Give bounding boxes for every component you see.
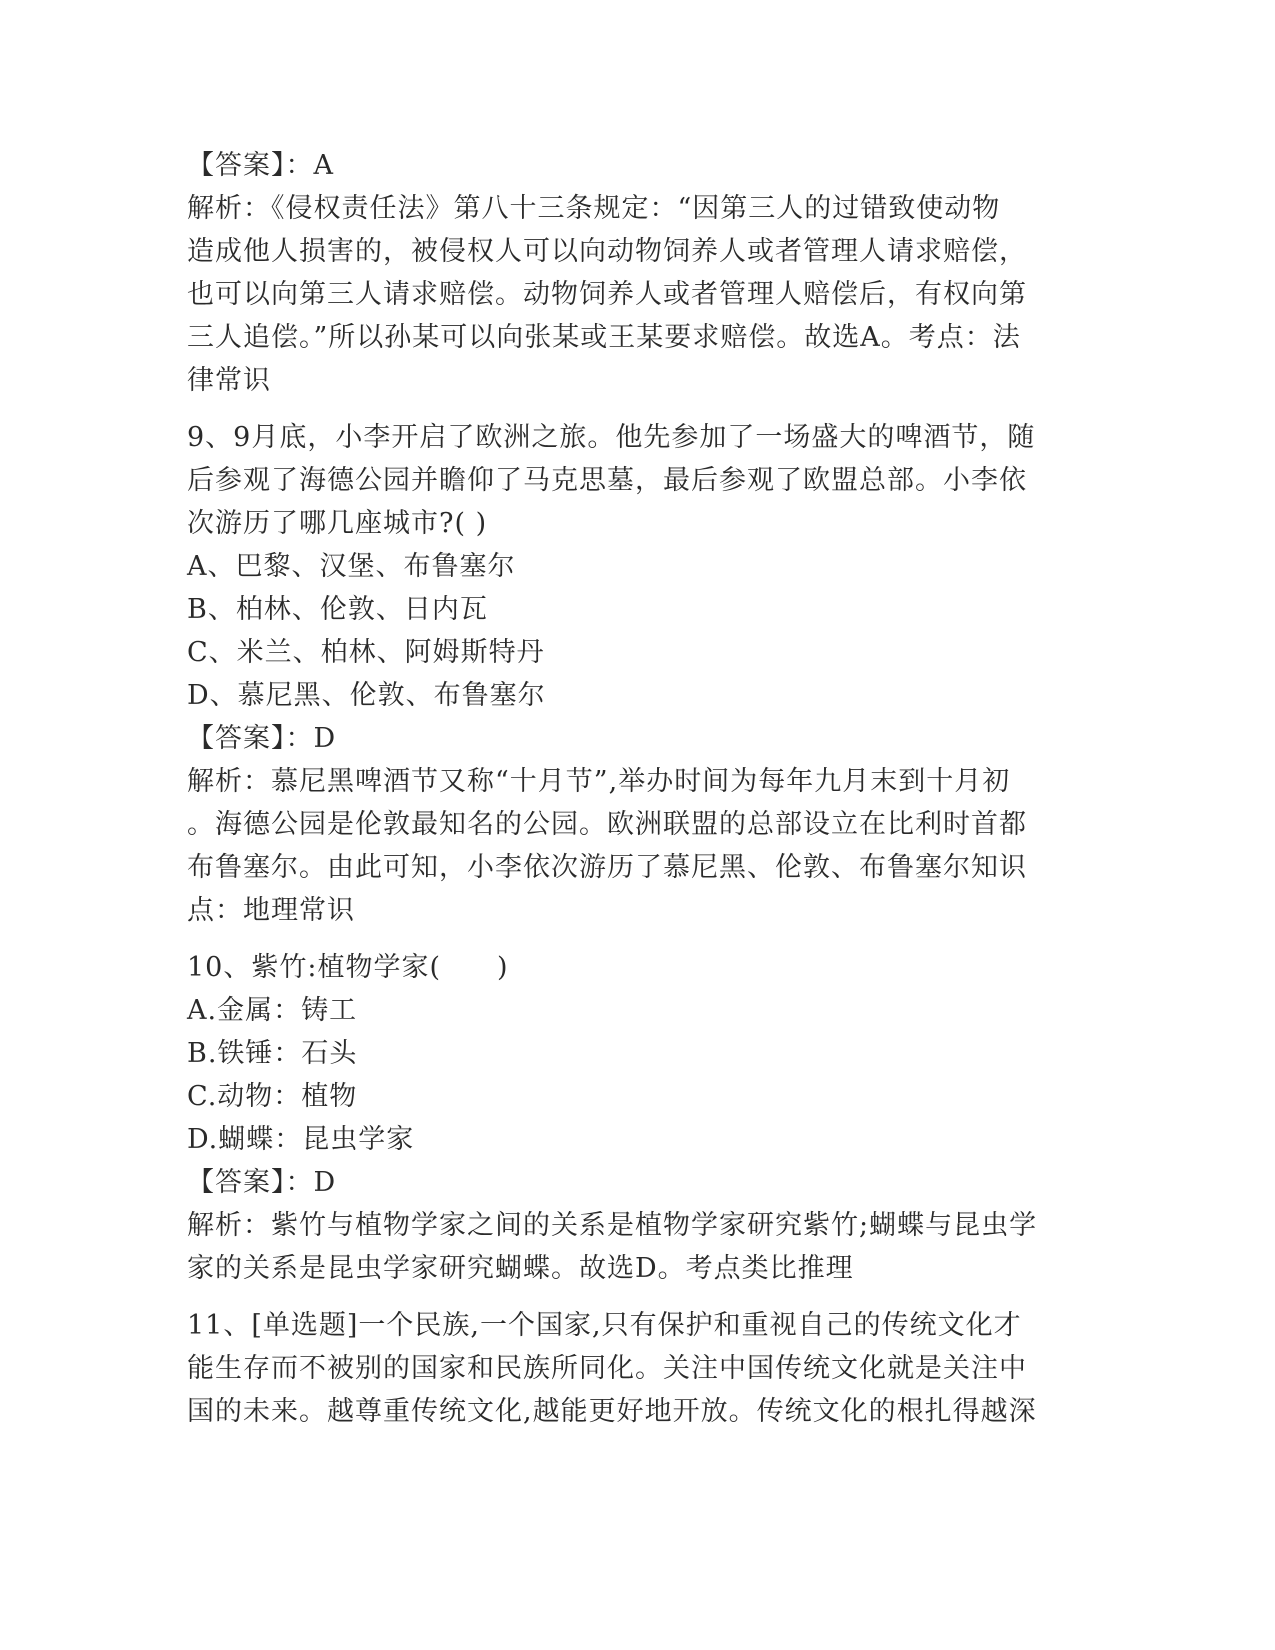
question-stem-line: 11、[单选题]一个民族,一个国家,只有保护和重视自己的传统文化才 xyxy=(187,1310,1022,1341)
answer-label: 【答案】：D xyxy=(187,723,337,754)
question-11 xyxy=(187,1304,1087,1433)
analysis-line: 解析：《侵权责任法》第八十三条规定：“因第三人的过错致使动物 xyxy=(187,193,1001,224)
analysis-line: 点：地理常识 xyxy=(187,895,355,926)
option-c: C、米兰、柏林、阿姆斯特丹 xyxy=(187,637,545,668)
answer-block-8 xyxy=(187,144,1087,402)
analysis-line: 也可以向第三人请求赔偿。动物饲养人或者管理人赔偿后，有权向第 xyxy=(187,279,1027,310)
question-stem-line: 10、紫竹:植物学家( ) xyxy=(187,952,509,983)
analysis-line: 布鲁塞尔。由此可知，小李依次游历了慕尼黑、伦敦、布鲁塞尔知识 xyxy=(187,852,1027,883)
analysis-line: 三人追偿。”所以孙某可以向张某或王某要求赔偿。故选A。考点：法 xyxy=(187,322,1021,353)
question-stem-line: 9、9月底，小李开启了欧洲之旅。他先参加了一场盛大的啤酒节，随 xyxy=(187,422,1036,453)
question-9 xyxy=(187,416,1087,932)
analysis-line: 家的关系是昆虫学家研究蝴蝶。故选D。考点类比推理 xyxy=(187,1253,854,1284)
question-stem-line: 国的未来。越尊重传统文化,越能更好地开放。传统文化的根扎得越深 xyxy=(187,1396,1037,1427)
analysis-line: 解析：慕尼黑啤酒节又称“十月节”,举办时间为每年九月末到十月初 xyxy=(187,766,1011,797)
analysis-line: 造成他人损害的，被侵权人可以向动物饲养人或者管理人请求赔偿， xyxy=(187,236,1027,267)
option-b: B.铁锤：石头 xyxy=(187,1038,358,1069)
option-d: D.蝴蝶：昆虫学家 xyxy=(187,1124,415,1155)
question-stem-line: 能生存而不被别的国家和民族所同化。关注中国传统文化就是关注中 xyxy=(187,1353,1027,1384)
question-10 xyxy=(187,946,1087,1290)
option-c: C.动物：植物 xyxy=(187,1081,358,1112)
option-d: D、慕尼黑、伦敦、布鲁塞尔 xyxy=(187,680,546,711)
analysis-line: 律常识 xyxy=(187,365,271,396)
analysis-line: 。海德公园是伦敦最知名的公园。欧洲联盟的总部设立在比利时首都 xyxy=(187,809,1027,840)
spacer xyxy=(187,932,1087,946)
option-a: A.金属：铸工 xyxy=(187,995,358,1026)
spacer xyxy=(187,1290,1087,1304)
answer-label: 【答案】：D xyxy=(187,1167,337,1198)
option-b: B、柏林、伦敦、日内瓦 xyxy=(187,594,488,625)
spacer xyxy=(187,402,1087,416)
option-a: A、巴黎、汉堡、布鲁塞尔 xyxy=(187,551,516,582)
question-stem-line: 后参观了海德公园并瞻仰了马克思墓，最后参观了欧盟总部。小李依 xyxy=(187,465,1027,496)
question-stem-line: 次游历了哪几座城市?( ) xyxy=(187,508,488,539)
analysis-line: 解析：紫竹与植物学家之间的关系是植物学家研究紫竹;蝴蝶与昆虫学 xyxy=(187,1210,1038,1241)
answer-label: 【答案】：A xyxy=(187,150,334,181)
document-content xyxy=(187,144,1087,1433)
